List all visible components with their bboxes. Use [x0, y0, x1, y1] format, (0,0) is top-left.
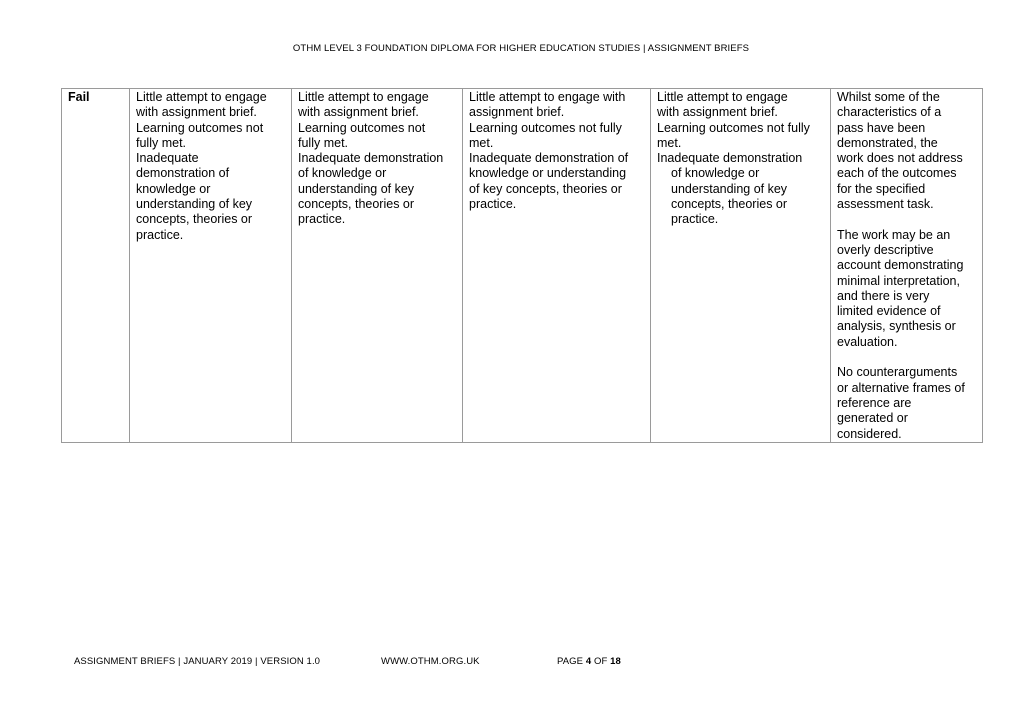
cell-line: Learning outcomes not fully [657, 120, 810, 135]
criteria-cell-3 [463, 89, 651, 443]
cell-line: assessment task. [837, 197, 934, 212]
cell-line: characteristics of a [837, 105, 942, 120]
cell-line: concepts, theories or [136, 212, 253, 227]
cell-line: Learning outcomes not [298, 120, 426, 135]
cell-line: each of the outcomes [837, 166, 957, 181]
cell-line: demonstration of [136, 166, 230, 181]
page-of: OF [593, 656, 608, 667]
footer-page-number [557, 656, 621, 667]
cell-line: Inadequate [136, 151, 199, 166]
cell-line: or alternative frames of [837, 380, 965, 395]
cell-line: understanding of key [298, 181, 415, 196]
cell-line: met. [469, 135, 494, 150]
cell-line: considered. [837, 426, 902, 441]
cell-line: understanding of key [671, 181, 788, 196]
cell-line: pass have been [837, 120, 926, 135]
criteria-cell-1 [130, 89, 292, 443]
cell-line: account demonstrating [837, 258, 964, 273]
cell-line: concepts, theories or [298, 197, 415, 212]
cell-line: Inadequate demonstration [298, 151, 444, 166]
cell-line: of key concepts, theories or [469, 181, 622, 196]
cell-line: overly descriptive [837, 242, 934, 257]
grade-label: Fail [62, 89, 130, 443]
footer-website: WWW.OTHM.ORG.UK [381, 656, 480, 667]
cell-line: practice. [671, 212, 719, 227]
cell-line: understanding of key [136, 197, 253, 212]
cell-line: minimal interpretation, [837, 273, 960, 288]
cell-line: of knowledge or [671, 166, 760, 181]
page-header: OTHM LEVEL 3 FOUNDATION DIPLOMA FOR HIGHER EDUCATION STUDIES | ASSIGNMENT BRIEFS [292, 43, 750, 54]
cell-line: practice. [298, 212, 346, 227]
cell-line: fully met. [136, 135, 187, 150]
cell-line: Learning outcomes not fully [469, 120, 622, 135]
cell-line: Learning outcomes not [136, 120, 264, 135]
cell-line: No counterarguments [837, 365, 958, 380]
cell-line: generated or [837, 411, 908, 426]
criteria-cell-5 [831, 89, 983, 443]
cell-line: evaluation. [837, 334, 898, 349]
cell-line: knowledge or [136, 181, 211, 196]
cell-line: knowledge or understanding [469, 166, 627, 181]
cell-line: met. [657, 135, 682, 150]
cell-line: Inadequate demonstration [657, 151, 803, 166]
footer-document-info: ASSIGNMENT BRIEFS | JANUARY 2019 | VERSION 1.0 [74, 656, 321, 667]
cell-line: with assignment brief. [298, 105, 419, 120]
total-pages: 18 [610, 656, 621, 667]
cell-line: practice. [136, 227, 184, 242]
paragraph-gap [837, 212, 976, 227]
table-row-fail [62, 89, 983, 443]
cell-line: reference are [837, 395, 912, 410]
cell-line: The work may be an [837, 227, 951, 242]
criteria-cell-2 [292, 89, 463, 443]
cell-line: work does not address [837, 151, 963, 166]
cell-line: Whilst some of the [837, 90, 940, 104]
cell-line: Little attempt to engage [136, 90, 267, 104]
cell-line: and there is very [837, 288, 930, 303]
cell-line: limited evidence of [837, 304, 941, 319]
current-page: 4 [585, 656, 592, 667]
cell-line: Little attempt to engage [298, 90, 429, 104]
paragraph-gap [837, 350, 976, 365]
page-prefix: PAGE [557, 656, 584, 667]
cell-line: Inadequate demonstration of [469, 151, 629, 166]
cell-line: assignment brief. [469, 105, 565, 120]
cell-line: with assignment brief. [657, 105, 778, 120]
cell-line: demonstrated, the [837, 135, 938, 150]
cell-line: analysis, synthesis or [837, 319, 956, 334]
cell-line: Little attempt to engage [657, 90, 788, 104]
assessment-criteria-table [61, 88, 983, 443]
cell-line: fully met. [298, 135, 349, 150]
cell-line: for the specified [837, 181, 926, 196]
criteria-cell-4 [651, 89, 831, 443]
cell-line: concepts, theories or [671, 197, 788, 212]
cell-line: practice. [469, 197, 517, 212]
cell-line: of knowledge or [298, 166, 387, 181]
cell-line: with assignment brief. [136, 105, 257, 120]
cell-line: Little attempt to engage with [469, 90, 626, 104]
